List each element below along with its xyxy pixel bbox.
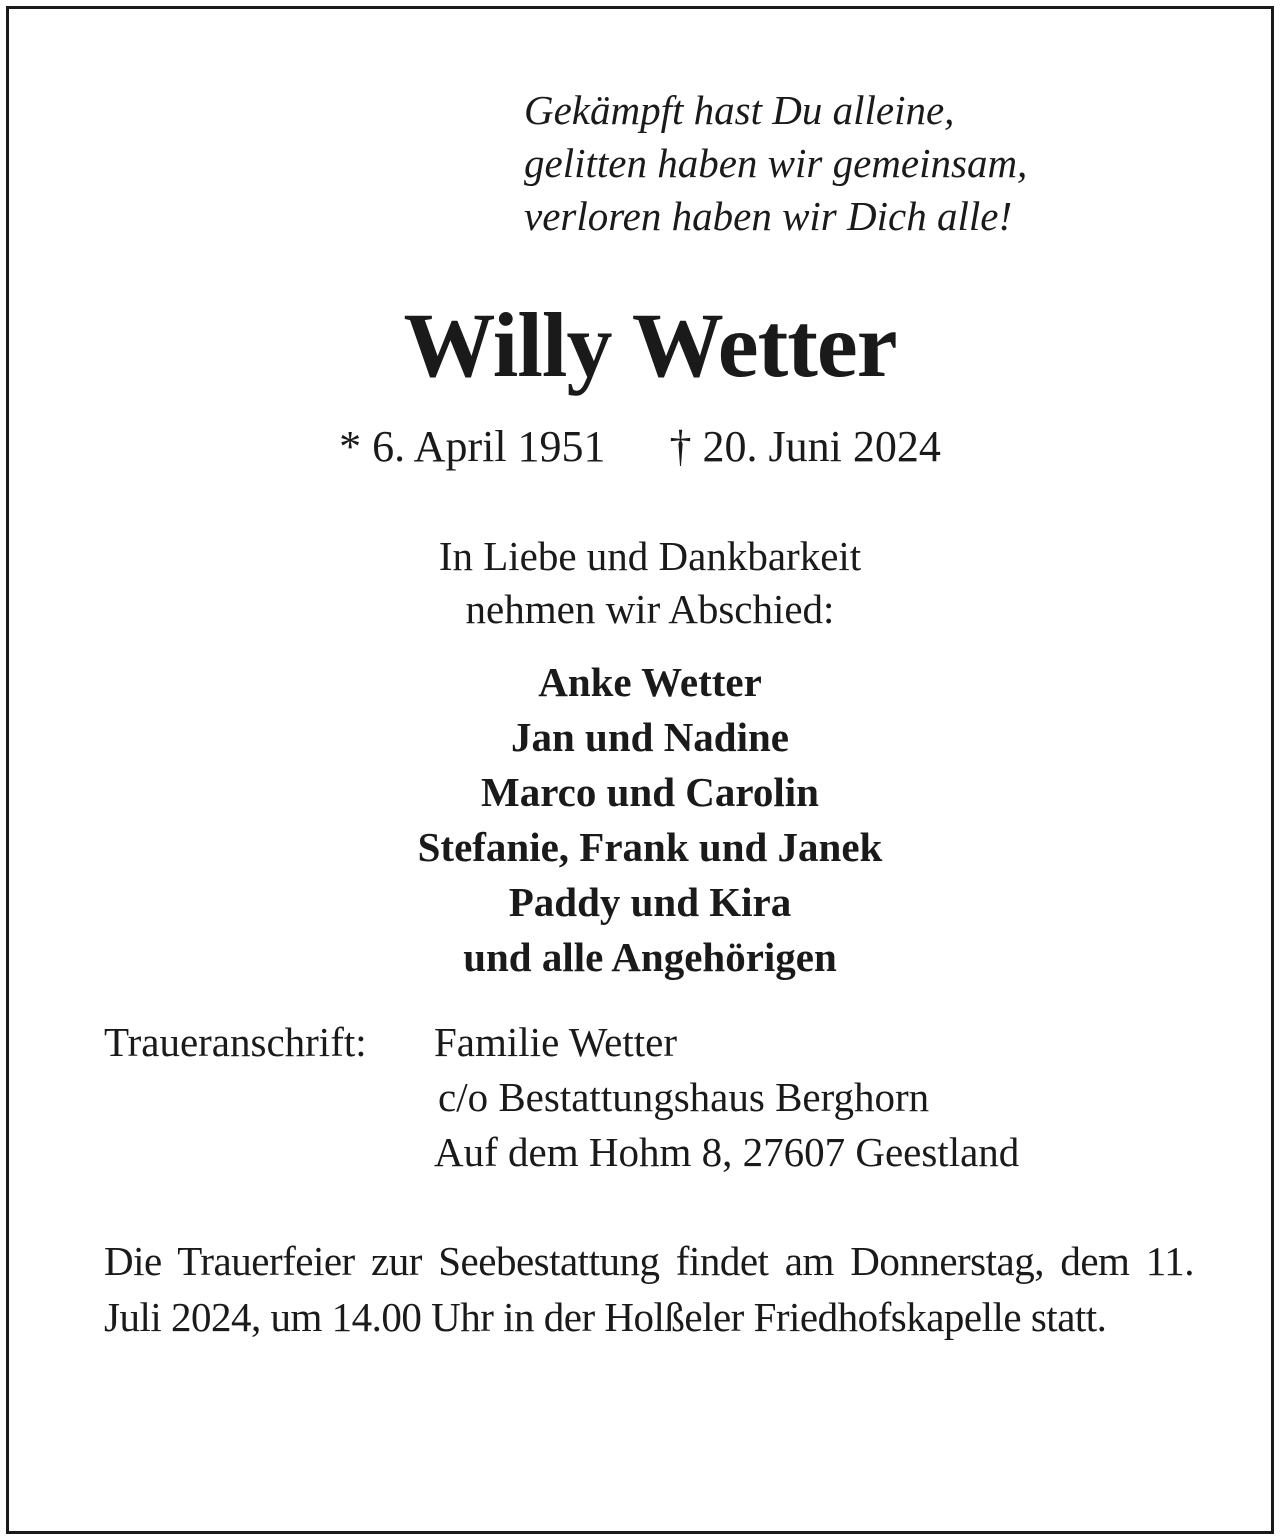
mourners-list <box>0 655 1280 985</box>
deceased-name: Willy Wetter <box>403 294 897 396</box>
address-line: c/o Bestattungshaus Berghorn <box>438 1074 930 1120</box>
address-label: Traueranschrift: <box>104 1019 367 1065</box>
address-line: Auf dem Hohm 8, 27607 Geestland <box>434 1129 1020 1175</box>
address-lines <box>434 1015 1019 1180</box>
mourner-entry: Stefanie, Frank und Janek <box>417 824 883 870</box>
mourner-entry: Paddy und Kira <box>508 879 792 925</box>
life-dates <box>0 420 1280 474</box>
mourner-entry: Jan und Nadine <box>510 714 789 760</box>
motto-line: verloren haben wir Dich alle! <box>524 193 1013 239</box>
farewell-text <box>0 530 1280 636</box>
mourner-entry: und alle Angehörigen <box>463 934 837 980</box>
motto-verse <box>524 84 1027 243</box>
birth-date: * 6. April 1951 <box>339 422 606 471</box>
mourner-entry: Anke Wetter <box>538 659 762 705</box>
mourner-entry: Marco und Carolin <box>481 769 819 815</box>
motto-line: gelitten haben wir gemeinsam, <box>524 140 1028 186</box>
farewell-line: In Liebe und Dankbarkeit <box>438 533 862 579</box>
address-line: Familie Wetter <box>434 1019 678 1065</box>
farewell-line: nehmen wir Abschied: <box>465 586 835 632</box>
motto-line: Gekämpft hast Du alleine, <box>524 87 955 133</box>
death-date: † 20. Juni 2024 <box>669 422 941 471</box>
service-announcement: Die Trauerfeier zur Seebestattung findet am Donnerstag, dem 11. Juli 2024, um 14.00 Uhr in der Holßeler Friedhofskapelle statt. <box>104 1238 1194 1340</box>
